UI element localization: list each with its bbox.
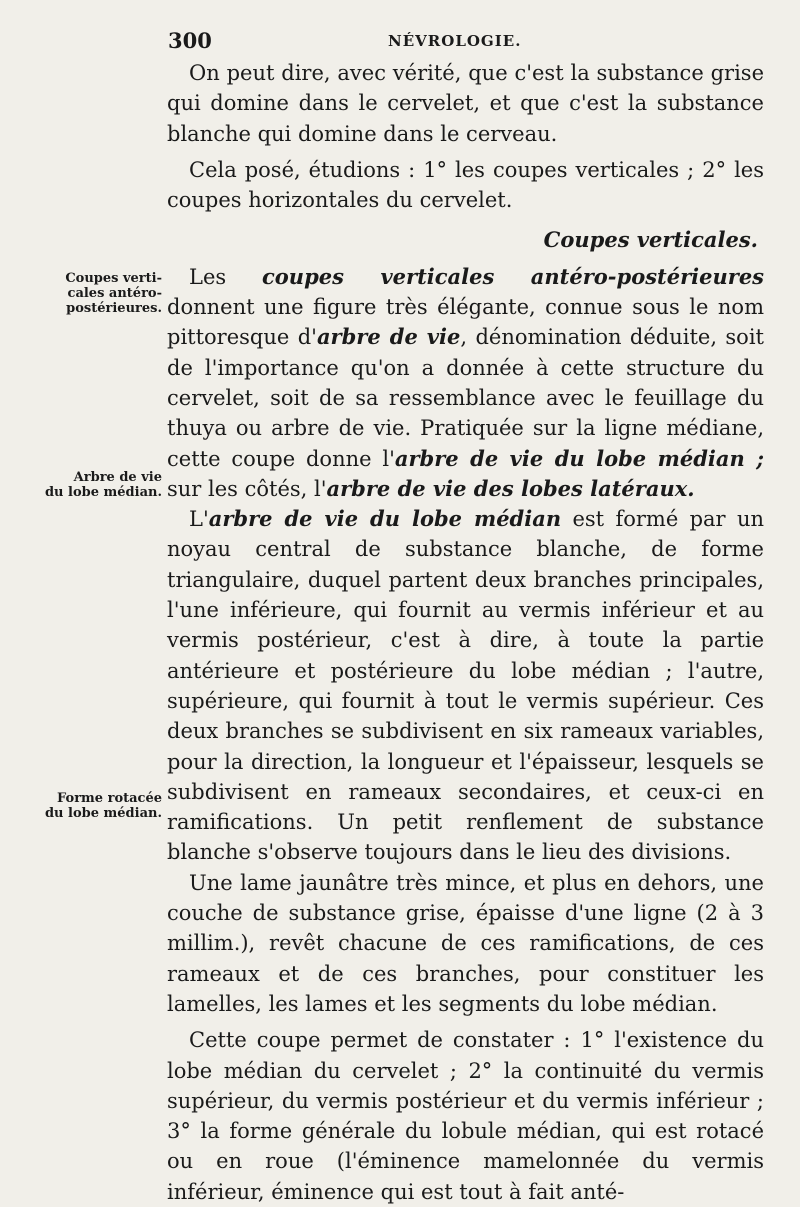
margin-note-line: Coupes verti- bbox=[65, 271, 162, 286]
text-run: donnent une figure très élégante, connue sous le nom pittoresque d' bbox=[167, 295, 764, 350]
text-run: Les bbox=[189, 264, 263, 289]
section-heading: Coupes verticales. bbox=[543, 227, 758, 253]
paragraph-2: Cela posé, étudions : 1° les coupes verticales ; 2° les coupes horizontales du cervelet. bbox=[167, 157, 764, 213]
running-title: NÉVROLOGIE. bbox=[388, 32, 522, 50]
paragraph-1: On peut dire, avec vérité, que c'est la substance grise qui domine dans le cervelet, et que c'est la substance blanche qui domine dans le cerveau. bbox=[167, 61, 764, 146]
text-run: , dénomination déduite, soit de l'importance qu'on a donnée à cette structure du cervelet, soit de sa ressemblance avec le feuillage du thuya ou arbre de vie. Pratiquée sur la ligne médiane, cette coupe donne l' bbox=[167, 325, 764, 471]
italic-term: coupes verticales antéro-postérieures bbox=[262, 263, 765, 289]
margin-note-line: du lobe médian. bbox=[44, 806, 162, 821]
paragraph-3 bbox=[167, 262, 764, 504]
margin-note-line: Arbre de vie bbox=[73, 470, 162, 485]
margin-note-line: postérieures. bbox=[66, 301, 162, 316]
text-run: L' bbox=[189, 507, 209, 532]
page-number: 300 bbox=[168, 28, 212, 53]
italic-term: arbre de vie bbox=[316, 324, 461, 350]
text-run: sur les côtés, l' bbox=[167, 476, 327, 501]
italic-term: arbre de vie des lobes latéraux. bbox=[326, 475, 695, 501]
italic-term: arbre de vie du lobe médian ; bbox=[394, 445, 764, 471]
page-header bbox=[168, 28, 764, 58]
margin-note-line: du lobe médian. bbox=[44, 485, 162, 500]
paragraph-4 bbox=[167, 504, 764, 868]
margin-note-coupes-verticales bbox=[36, 271, 162, 316]
margin-note-line: cales antéro- bbox=[67, 286, 162, 301]
margin-note-forme-rotacee bbox=[36, 791, 162, 821]
margin-note-line: Forme rotacée bbox=[57, 791, 162, 806]
paragraph-6: Cette coupe permet de constater : 1° l'existence du lobe médian du cervelet ; 2° la continuité du vermis supérieur, du vermis postérieur et du vermis inférieur ; 3° la forme générale du lobule médian, qui est rotacé ou en roue (l'éminence mamelonnée du vermis inférieur, éminence qui est tout à fait anté- bbox=[167, 1028, 764, 1204]
text-run: est formé par un noyau central de substance blanche, de forme triangulaire, duquel partent deux branches principales, l'une inférieure, qui fournit au vermis inférieur et au vermis postérieur, c'est à dire, à toute la partie antérieure et postérieure du lobe médian ; l'autre, supérieure, qui fournit à tout le vermis supérieur. Ces deux branches se subdivisent en six rameaux variables, pour la direction, la longueur et l'épaisseur, lesquels se subdivisent en rameaux secondaires, et ceux-ci en ramifications. Un petit renflement de substance blanche s'observe toujours dans le lieu des divisions. bbox=[167, 507, 764, 865]
margin-note-arbre-de-vie bbox=[36, 470, 162, 500]
italic-term: arbre de vie du lobe médian bbox=[208, 506, 562, 532]
paragraph-5: Une lame jaunâtre très mince, et plus en dehors, une couche de substance grise, épaisse d'une ligne (2 à 3 millim.), revêt chacune de ces ramifications, de ces rameaux et de ces branches, pour constituer les lamelles, les lames et les segments du lobe médian. bbox=[167, 870, 764, 1016]
body-text bbox=[167, 58, 764, 1207]
